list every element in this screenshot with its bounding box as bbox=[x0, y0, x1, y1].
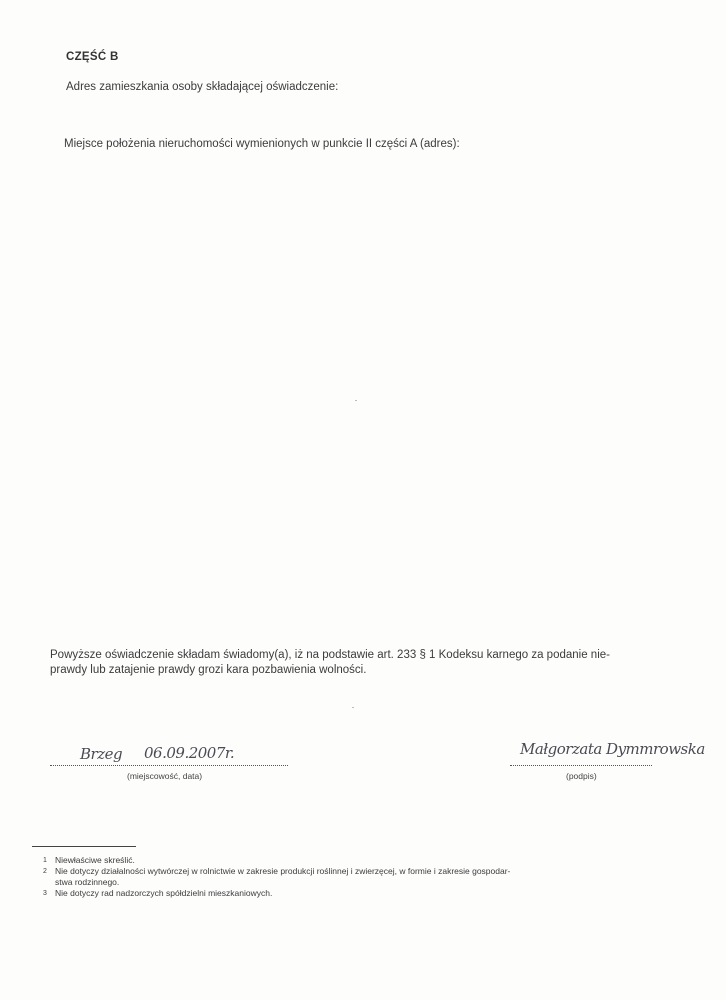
statement-line-2: prawdy lub zatajenie prawdy grozi kara pozbawienia wolności. bbox=[50, 664, 367, 676]
place-date-line bbox=[50, 765, 288, 766]
footnotes bbox=[43, 855, 673, 899]
declaration-statement bbox=[50, 648, 666, 678]
handwritten-signature: Małgorzata Dymmrowska bbox=[520, 740, 705, 758]
property-location-label: Miejsce położenia nieruchomości wymienionych w punkcie II części A (adres): bbox=[64, 138, 460, 150]
footnote-separator bbox=[32, 846, 136, 847]
handwritten-date: 06.09.2007r. bbox=[144, 744, 235, 762]
footnote-2 bbox=[43, 866, 673, 877]
footnote-2-continuation: stwa rodzinnego. bbox=[55, 877, 120, 887]
place-date-caption: (miejscowość, data) bbox=[127, 771, 203, 781]
footnote-number: 2 bbox=[43, 868, 47, 875]
handwritten-place: Brzeg bbox=[80, 745, 123, 763]
signature-caption: (podpis) bbox=[566, 771, 597, 781]
footnote-3 bbox=[43, 888, 673, 899]
footnote-text: Nie dotyczy rad nadzorczych spółdzielni mieszkaniowych. bbox=[55, 888, 273, 898]
scan-speck bbox=[355, 400, 357, 401]
footnote-text: Nie dotyczy działalności wytwórczej w rolnictwie w zakresie produkcji roślinnej i zwierzęcej, w formie i zakresie gospodar- bbox=[55, 866, 511, 876]
signature-line bbox=[510, 765, 652, 766]
footnote-text: Niewłaściwe skreślić. bbox=[55, 855, 135, 865]
footnote-number: 3 bbox=[43, 890, 47, 897]
section-title: CZĘŚĆ B bbox=[66, 51, 119, 63]
address-label: Adres zamieszkania osoby składającej oświadczenie: bbox=[66, 81, 339, 93]
scan-speck bbox=[352, 707, 354, 708]
statement-line-1: Powyższe oświadczenie składam świadomy(a), iż na podstawie art. 233 § 1 Kodeksu karnego za podanie nie- bbox=[50, 649, 610, 661]
footnote-number: 1 bbox=[43, 857, 47, 864]
footnote-1 bbox=[43, 855, 673, 866]
